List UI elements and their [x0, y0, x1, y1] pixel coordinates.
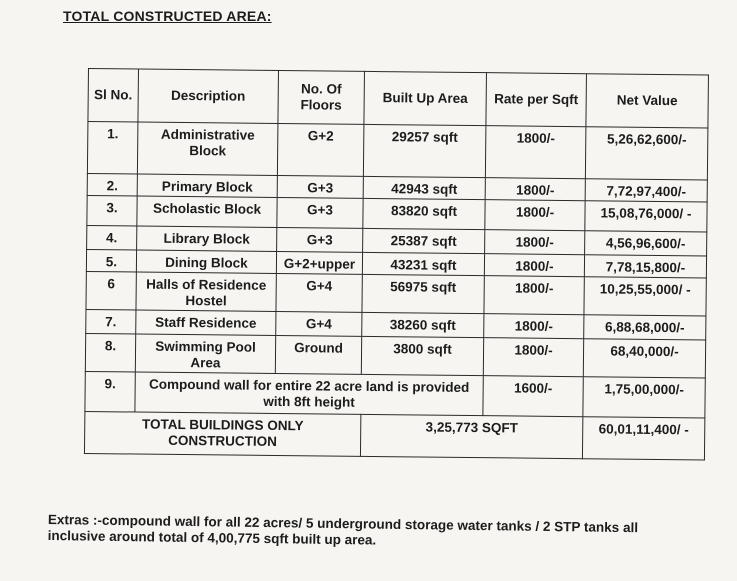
- cell-description: Staff Residence: [136, 310, 276, 335]
- table-total-row: [84, 411, 704, 459]
- table-header-row: [88, 69, 709, 128]
- cell-area: 83820 sqft: [363, 198, 485, 229]
- cell-compound-wall-description: Compound wall for entire 22 acre land is provided with 8ft height: [135, 372, 483, 416]
- header-rate: Rate per Sqft: [486, 73, 587, 127]
- cell-description: Library Block: [137, 226, 277, 251]
- cell-rate: 1600/-: [483, 376, 583, 417]
- cell-description: Dining Block: [136, 250, 276, 273]
- cell-floors: G+2+upper: [276, 251, 362, 274]
- total-built-up-area: 3,25,773 SQFT: [360, 414, 582, 458]
- cell-sl: 9.: [85, 371, 135, 412]
- cell-floors: G+3: [277, 197, 363, 228]
- cell-floors: G+3: [277, 175, 363, 198]
- cell-net-value: 4,56,96,600/-: [585, 231, 707, 256]
- cell-sl: 7.: [86, 309, 136, 334]
- cell-net-value: 5,26,62,600/-: [585, 127, 708, 180]
- table-row: [85, 333, 705, 377]
- cell-rate: 1800/-: [485, 230, 585, 255]
- cell-rate: 1800/-: [484, 276, 584, 315]
- cell-rate: 1800/-: [484, 314, 584, 339]
- cell-area: 29257 sqft: [363, 124, 486, 177]
- cell-floors: Ground: [275, 335, 361, 374]
- constructed-area-table: [84, 68, 709, 460]
- cell-net-value: 1,75,00,000/-: [583, 377, 705, 418]
- cell-floors: G+4: [276, 273, 362, 312]
- cell-floors: G+2: [277, 123, 364, 176]
- table-row: [86, 271, 706, 315]
- total-net-value: 60,01,11,400/ -: [582, 417, 704, 460]
- cell-description: Primary Block: [137, 174, 277, 197]
- constructed-area-table-wrapper: [83, 68, 708, 560]
- header-built-up-area: Built Up Area: [364, 71, 487, 125]
- cell-rate: 1800/-: [483, 338, 583, 377]
- cell-floors: G+4: [276, 311, 362, 336]
- cell-net-value: 7,78,15,800/-: [584, 255, 706, 278]
- cell-description: Halls of Residence Hostel: [136, 272, 276, 311]
- cell-sl: 8.: [85, 333, 135, 372]
- total-label: TOTAL BUILDINGS ONLY CONSTRUCTION: [84, 411, 360, 456]
- cell-net-value: 10,25,55,000/ -: [584, 277, 706, 316]
- header-description: Description: [138, 69, 279, 123]
- cell-rate: 1800/-: [485, 126, 586, 179]
- cell-description: Scholastic Block: [137, 196, 277, 227]
- cell-floors: G+3: [277, 227, 363, 252]
- header-sl: Sl No.: [88, 69, 139, 123]
- cell-sl: 3.: [87, 195, 137, 226]
- cell-net-value: 7,72,97,400/-: [585, 179, 707, 202]
- cell-area: 3800 sqft: [361, 336, 483, 375]
- table-row: [85, 371, 705, 417]
- cell-area: 42943 sqft: [363, 176, 485, 199]
- cell-net-value: 15,08,76,000/ -: [585, 201, 707, 232]
- header-net-value: Net Value: [586, 74, 709, 128]
- table-row: [87, 122, 708, 180]
- cell-area: 56975 sqft: [362, 274, 484, 313]
- cell-net-value: 68,40,000/-: [583, 339, 705, 378]
- cell-sl: 6: [86, 271, 136, 310]
- cell-area: 38260 sqft: [362, 312, 484, 337]
- cell-rate: 1800/-: [485, 178, 585, 201]
- cell-rate: 1800/-: [485, 200, 585, 231]
- cell-description: Swimming Pool Area: [135, 334, 275, 373]
- cell-description: Administrative Block: [137, 122, 278, 175]
- cell-sl: 4.: [87, 225, 137, 250]
- extras-note: Extras :-compound wall for all 22 acres/ 5 underground storage water tanks / 2 STP tanks all inclusive around total of 4,00,775 sqft built up area.: [47, 512, 639, 548]
- cell-rate: 1800/-: [484, 254, 584, 277]
- cell-sl: 2.: [87, 173, 137, 196]
- header-floors: No. Of Floors: [278, 70, 365, 124]
- cell-net-value: 6,88,68,000/-: [584, 315, 706, 340]
- cell-sl: 1.: [87, 122, 138, 175]
- cell-sl: 5.: [86, 249, 136, 272]
- cell-area: 25387 sqft: [363, 228, 485, 253]
- cell-area: 43231 sqft: [362, 252, 484, 275]
- page-title: TOTAL CONSTRUCTED AREA:: [63, 8, 272, 24]
